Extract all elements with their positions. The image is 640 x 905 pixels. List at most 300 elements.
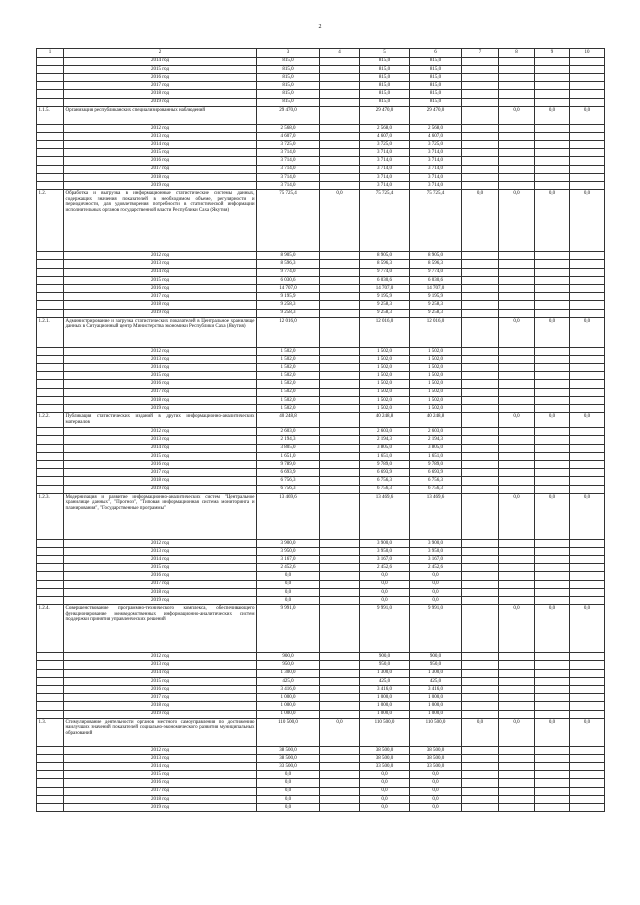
empty-cell: [462, 685, 499, 693]
item-description: Организация республиканских специализированных наблюдений: [64, 106, 257, 124]
year-label: 2016 год: [64, 779, 257, 787]
value-cell: 1 000,0: [410, 710, 462, 718]
empty-cell: [37, 347, 64, 355]
year-row: [37, 685, 605, 693]
empty-cell: [570, 355, 605, 363]
empty-cell: [320, 73, 360, 81]
value-cell: 9 789,0: [257, 460, 320, 468]
year-label: 2014 год: [64, 268, 257, 276]
year-label: 2014 год: [64, 364, 257, 372]
empty-cell: [535, 428, 570, 436]
value-cell: [462, 106, 499, 124]
value-cell: 6 693,9: [410, 469, 462, 477]
item-number: 1.2.3.: [37, 493, 64, 539]
value-cell: 815,0: [410, 98, 462, 106]
empty-cell: [37, 653, 64, 661]
value-cell: 425,0: [410, 677, 462, 685]
value-cell: 950,0: [410, 661, 462, 669]
value-cell: 0,0: [499, 106, 535, 124]
empty-cell: [462, 787, 499, 795]
value-cell: 0,0: [499, 605, 535, 653]
empty-cell: [570, 804, 605, 812]
empty-cell: [499, 444, 535, 452]
year-row: [37, 539, 605, 547]
empty-cell: [570, 795, 605, 803]
empty-cell: [570, 746, 605, 754]
empty-cell: [570, 82, 605, 90]
value-cell: 6 756,3: [360, 477, 410, 485]
value-cell: 29 470,0: [257, 106, 320, 124]
empty-cell: [37, 795, 64, 803]
empty-cell: [570, 572, 605, 580]
empty-cell: [570, 477, 605, 485]
value-cell: 0,0: [257, 787, 320, 795]
empty-cell: [320, 804, 360, 812]
empty-cell: [499, 165, 535, 173]
value-cell: 0,0: [570, 106, 605, 124]
value-cell: 2 194,3: [257, 436, 320, 444]
year-label: 2015 год: [64, 372, 257, 380]
year-label: 2019 год: [64, 804, 257, 812]
empty-cell: [570, 787, 605, 795]
empty-cell: [570, 347, 605, 355]
value-cell: 0,0: [535, 190, 570, 252]
value-cell: 75 725,4: [360, 190, 410, 252]
value-cell: 3 714,0: [410, 182, 462, 190]
empty-cell: [570, 372, 605, 380]
empty-cell: [499, 284, 535, 292]
value-cell: 2 568,0: [257, 124, 320, 132]
empty-cell: [499, 795, 535, 803]
value-cell: 815,0: [257, 73, 320, 81]
table-body: [37, 49, 605, 812]
empty-cell: [462, 284, 499, 292]
empty-cell: [499, 460, 535, 468]
value-cell: 12 016,0: [360, 317, 410, 347]
value-cell: [320, 493, 360, 539]
empty-cell: [499, 90, 535, 98]
item-number: 1.1.5.: [37, 106, 64, 124]
empty-cell: [535, 597, 570, 605]
value-cell: 3 714,0: [257, 149, 320, 157]
empty-cell: [570, 771, 605, 779]
value-cell: 9 991,0: [257, 605, 320, 653]
value-cell: 9 258,3: [410, 301, 462, 309]
value-cell: 425,0: [257, 677, 320, 685]
empty-cell: [570, 460, 605, 468]
empty-cell: [462, 572, 499, 580]
empty-cell: [462, 661, 499, 669]
value-cell: 0,0: [570, 190, 605, 252]
value-cell: 815,0: [410, 82, 462, 90]
empty-cell: [570, 597, 605, 605]
value-cell: 9 195,9: [410, 293, 462, 301]
value-cell: [462, 493, 499, 539]
year-label: 2012 год: [64, 746, 257, 754]
value-cell: 6 756,3: [360, 485, 410, 493]
value-cell: 0,0: [410, 597, 462, 605]
empty-cell: [570, 485, 605, 493]
value-cell: 29 470,0: [360, 106, 410, 124]
empty-cell: [37, 165, 64, 173]
empty-cell: [570, 653, 605, 661]
empty-cell: [320, 268, 360, 276]
value-cell: 815,0: [257, 82, 320, 90]
value-cell: 1 502,0: [410, 364, 462, 372]
empty-cell: [462, 677, 499, 685]
item-number: 1.2.2.: [37, 413, 64, 428]
empty-cell: [37, 763, 64, 771]
empty-cell: [570, 396, 605, 404]
year-label: 2018 год: [64, 396, 257, 404]
empty-cell: [499, 173, 535, 181]
value-cell: 0,0: [410, 804, 462, 812]
year-label: 2015 год: [64, 149, 257, 157]
empty-cell: [320, 710, 360, 718]
empty-cell: [535, 677, 570, 685]
empty-cell: [37, 132, 64, 140]
value-cell: 2 603,0: [257, 428, 320, 436]
value-cell: 6 030,6: [360, 276, 410, 284]
empty-cell: [37, 787, 64, 795]
year-label: 2019 год: [64, 309, 257, 317]
empty-cell: [320, 165, 360, 173]
value-cell: [320, 413, 360, 428]
item-description: Публикация статистических изданий в других информационно-аналитических материалов: [64, 413, 257, 428]
year-label: 2013 год: [64, 547, 257, 555]
value-cell: 13 469,6: [360, 493, 410, 539]
empty-cell: [462, 469, 499, 477]
value-cell: 38 500,0: [257, 754, 320, 762]
value-cell: 6 030,6: [257, 276, 320, 284]
empty-cell: [462, 260, 499, 268]
empty-cell: [570, 301, 605, 309]
year-label: 2013 год: [64, 260, 257, 268]
year-row: [37, 444, 605, 452]
empty-cell: [535, 469, 570, 477]
empty-cell: [462, 669, 499, 677]
year-row: [37, 580, 605, 588]
item-row: [37, 106, 605, 124]
empty-cell: [499, 355, 535, 363]
empty-cell: [320, 388, 360, 396]
year-label: 2015 год: [64, 771, 257, 779]
empty-cell: [320, 779, 360, 787]
empty-cell: [320, 556, 360, 564]
empty-cell: [320, 677, 360, 685]
empty-cell: [37, 388, 64, 396]
empty-cell: [37, 547, 64, 555]
header-cell: 5: [360, 49, 410, 58]
value-cell: 0,0: [535, 106, 570, 124]
value-cell: 4 607,0: [410, 132, 462, 140]
value-cell: 0,0: [360, 588, 410, 596]
empty-cell: [37, 82, 64, 90]
value-cell: 1 651,0: [410, 452, 462, 460]
empty-cell: [499, 572, 535, 580]
value-cell: 1 502,0: [410, 396, 462, 404]
empty-cell: [499, 141, 535, 149]
year-row: [37, 157, 605, 165]
empty-cell: [535, 694, 570, 702]
empty-cell: [499, 452, 535, 460]
year-row: [37, 787, 605, 795]
empty-cell: [499, 372, 535, 380]
year-row: [37, 372, 605, 380]
value-cell: 3 416,0: [360, 685, 410, 693]
value-cell: 0,0: [410, 771, 462, 779]
year-label: 2013 год: [64, 754, 257, 762]
empty-cell: [499, 388, 535, 396]
empty-cell: [37, 301, 64, 309]
value-cell: 0,0: [535, 317, 570, 347]
empty-cell: [37, 182, 64, 190]
empty-cell: [320, 132, 360, 140]
empty-cell: [320, 173, 360, 181]
year-label: 2014 год: [64, 669, 257, 677]
year-row: [37, 268, 605, 276]
empty-cell: [499, 309, 535, 317]
empty-cell: [462, 580, 499, 588]
empty-cell: [535, 57, 570, 65]
empty-cell: [535, 572, 570, 580]
empty-cell: [37, 452, 64, 460]
year-label: 2015 год: [64, 564, 257, 572]
empty-cell: [37, 485, 64, 493]
empty-cell: [570, 157, 605, 165]
year-label: 2014 год: [64, 141, 257, 149]
empty-cell: [462, 82, 499, 90]
empty-cell: [570, 428, 605, 436]
empty-cell: [535, 372, 570, 380]
value-cell: 1 000,0: [257, 710, 320, 718]
empty-cell: [570, 57, 605, 65]
value-cell: 3 900,0: [360, 539, 410, 547]
value-cell: 6 030,6: [410, 276, 462, 284]
value-cell: 3 725,0: [410, 141, 462, 149]
empty-cell: [462, 276, 499, 284]
empty-cell: [320, 572, 360, 580]
year-row: [37, 547, 605, 555]
year-row: [37, 469, 605, 477]
empty-cell: [37, 355, 64, 363]
year-label: 2018 год: [64, 173, 257, 181]
empty-cell: [570, 260, 605, 268]
empty-cell: [320, 260, 360, 268]
value-cell: 3 714,0: [410, 173, 462, 181]
year-label: 2014 год: [64, 556, 257, 564]
year-label: 2018 год: [64, 588, 257, 596]
empty-cell: [499, 436, 535, 444]
empty-cell: [535, 754, 570, 762]
year-row: [37, 710, 605, 718]
empty-cell: [570, 284, 605, 292]
empty-cell: [320, 669, 360, 677]
empty-cell: [37, 293, 64, 301]
value-cell: 1 502,0: [410, 388, 462, 396]
value-cell: 13 469,6: [410, 493, 462, 539]
empty-cell: [320, 157, 360, 165]
empty-cell: [499, 157, 535, 165]
value-cell: 110 500,0: [257, 718, 320, 746]
empty-cell: [499, 710, 535, 718]
empty-cell: [462, 182, 499, 190]
empty-cell: [499, 132, 535, 140]
year-label: 2019 год: [64, 485, 257, 493]
empty-cell: [499, 260, 535, 268]
empty-cell: [535, 746, 570, 754]
header-cell: 10: [570, 49, 605, 58]
empty-cell: [37, 460, 64, 468]
empty-cell: [535, 710, 570, 718]
value-cell: 0,0: [462, 190, 499, 252]
empty-cell: [462, 165, 499, 173]
empty-cell: [570, 252, 605, 260]
year-row: [37, 132, 605, 140]
empty-cell: [499, 653, 535, 661]
year-row: [37, 564, 605, 572]
empty-cell: [462, 754, 499, 762]
empty-cell: [462, 141, 499, 149]
year-label: 2012 год: [64, 539, 257, 547]
year-row: [37, 428, 605, 436]
item-row: [37, 605, 605, 653]
empty-cell: [320, 276, 360, 284]
value-cell: 9 789,0: [410, 460, 462, 468]
empty-cell: [37, 564, 64, 572]
year-row: [37, 588, 605, 596]
year-row: [37, 82, 605, 90]
empty-cell: [37, 157, 64, 165]
value-cell: 1 502,0: [257, 347, 320, 355]
year-row: [37, 677, 605, 685]
value-cell: 0,0: [535, 493, 570, 539]
empty-cell: [535, 284, 570, 292]
empty-cell: [320, 763, 360, 771]
empty-cell: [535, 539, 570, 547]
empty-cell: [499, 787, 535, 795]
year-row: [37, 141, 605, 149]
value-cell: 33 500,0: [257, 763, 320, 771]
empty-cell: [462, 444, 499, 452]
year-row: [37, 284, 605, 292]
value-cell: 110 500,0: [360, 718, 410, 746]
value-cell: 815,0: [257, 57, 320, 65]
value-cell: 0,0: [360, 779, 410, 787]
empty-cell: [320, 564, 360, 572]
value-cell: 0,0: [360, 787, 410, 795]
year-row: [37, 661, 605, 669]
empty-cell: [535, 787, 570, 795]
empty-cell: [320, 65, 360, 73]
year-row: [37, 653, 605, 661]
year-label: 2019 год: [64, 405, 257, 413]
value-cell: 815,0: [360, 90, 410, 98]
empty-cell: [570, 588, 605, 596]
empty-cell: [535, 588, 570, 596]
empty-cell: [320, 57, 360, 65]
empty-cell: [535, 653, 570, 661]
value-cell: 3 167,0: [257, 556, 320, 564]
value-cell: 9 258,3: [257, 309, 320, 317]
empty-cell: [37, 428, 64, 436]
value-cell: 1 502,0: [360, 347, 410, 355]
empty-cell: [462, 173, 499, 181]
empty-cell: [535, 685, 570, 693]
value-cell: 38 500,0: [410, 746, 462, 754]
empty-cell: [570, 65, 605, 73]
empty-cell: [499, 547, 535, 555]
value-cell: 0,0: [499, 317, 535, 347]
empty-cell: [320, 284, 360, 292]
year-row: [37, 380, 605, 388]
value-cell: 815,0: [410, 57, 462, 65]
empty-cell: [499, 564, 535, 572]
empty-cell: [320, 372, 360, 380]
item-row: [37, 413, 605, 428]
empty-cell: [535, 804, 570, 812]
empty-cell: [462, 380, 499, 388]
value-cell: 0,0: [360, 572, 410, 580]
value-cell: 14 707,0: [360, 284, 410, 292]
value-cell: 2 568,0: [360, 124, 410, 132]
empty-cell: [535, 309, 570, 317]
page-number: 2: [318, 24, 322, 30]
value-cell: 3 714,0: [410, 149, 462, 157]
empty-cell: [535, 405, 570, 413]
empty-cell: [320, 746, 360, 754]
empty-cell: [320, 469, 360, 477]
empty-cell: [462, 588, 499, 596]
value-cell: 9 195,9: [360, 293, 410, 301]
value-cell: 3 714,0: [257, 165, 320, 173]
value-cell: 1 300,0: [360, 669, 410, 677]
empty-cell: [462, 157, 499, 165]
empty-cell: [535, 293, 570, 301]
value-cell: 1 000,0: [257, 702, 320, 710]
year-label: 2019 год: [64, 710, 257, 718]
empty-cell: [462, 795, 499, 803]
item-number: 1.2.: [37, 190, 64, 252]
value-cell: 815,0: [257, 90, 320, 98]
empty-cell: [499, 469, 535, 477]
year-label: 2016 год: [64, 284, 257, 292]
value-cell: 0,0: [257, 572, 320, 580]
empty-cell: [462, 149, 499, 157]
value-cell: 3 900,0: [257, 539, 320, 547]
empty-cell: [37, 364, 64, 372]
empty-cell: [535, 276, 570, 284]
value-cell: 6 756,3: [410, 477, 462, 485]
empty-cell: [37, 124, 64, 132]
empty-cell: [570, 165, 605, 173]
empty-cell: [535, 124, 570, 132]
value-cell: 33 500,0: [410, 763, 462, 771]
value-cell: 29 470,0: [410, 106, 462, 124]
value-cell: 3 714,0: [410, 157, 462, 165]
value-cell: 0,0: [257, 588, 320, 596]
value-cell: 3 167,0: [360, 556, 410, 564]
empty-cell: [320, 82, 360, 90]
value-cell: 3 416,0: [257, 685, 320, 693]
value-cell: 4 607,0: [257, 132, 320, 140]
empty-cell: [462, 547, 499, 555]
empty-cell: [37, 669, 64, 677]
empty-cell: [535, 388, 570, 396]
empty-cell: [499, 754, 535, 762]
value-cell: 75 725,4: [410, 190, 462, 252]
year-label: 2013 год: [64, 661, 257, 669]
